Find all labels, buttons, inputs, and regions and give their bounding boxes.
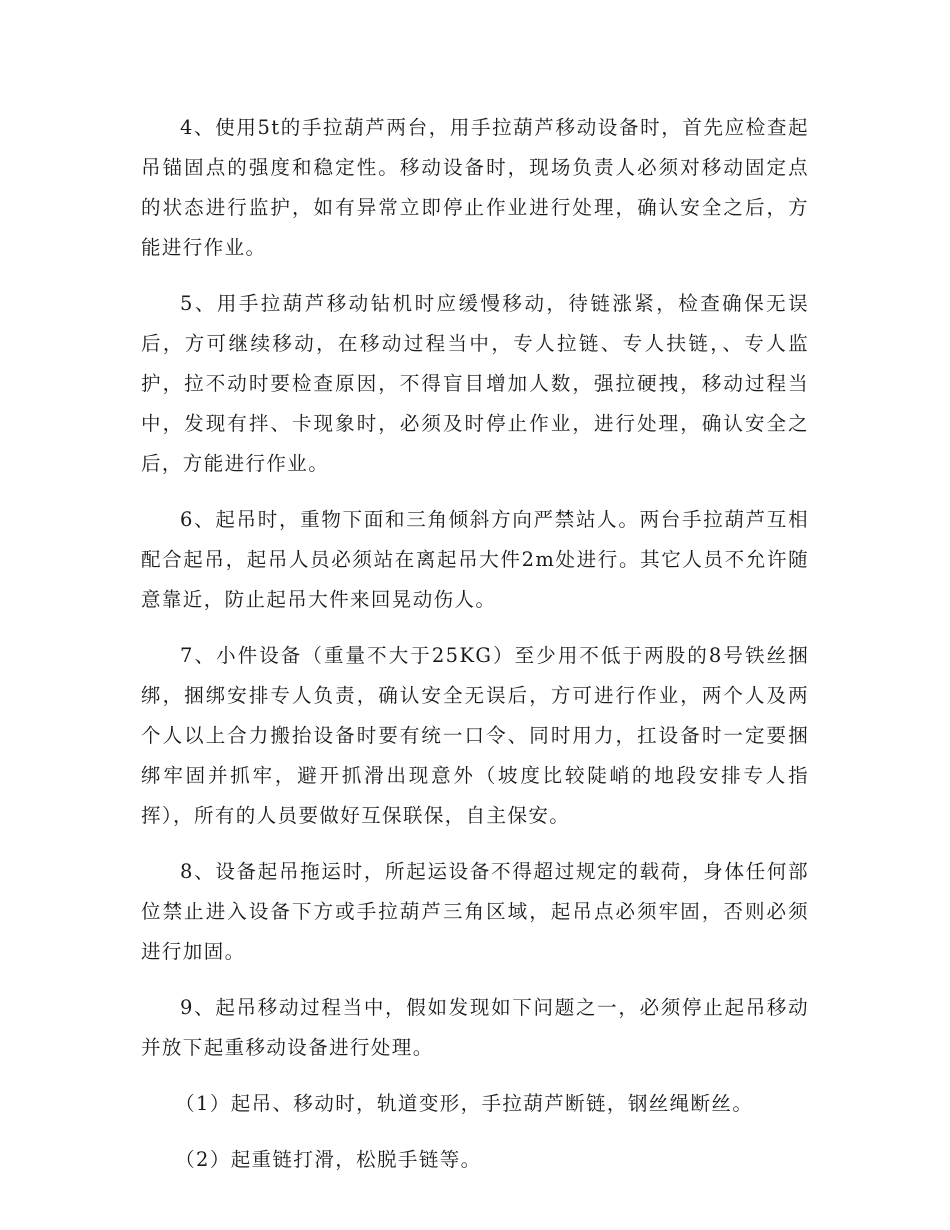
paragraph-item-7: 7、小件设备（重量不大于25KG）至少用不低于两股的8号铁丝捆绑，捆绑安排专人负责，确认安全无误后，方可进行作业，两个人及两个人以上合力搬抬设备时要有统一口令、同时用力，扛设备时一定要捆绑牢固并抓牢，避开抓滑出现意外（坡度比较陡峭的地段安排专人指挥），所有的人员要做好互保联保，自主保安。 bbox=[141, 644, 809, 827]
subitem-2: （2）起重链打滑，松脱手链等。 bbox=[175, 1148, 482, 1171]
paragraph-item-5: 5、用手拉葫芦移动钻机时应缓慢移动，待链涨紧，检查确保无误后，方可继续移动，在移动过程当中，专人拉链、专人扶链，、专人监护，拉不动时要检查原因，不得盲目增加人数，强拉硬拽，移动过程当中，发现有拌、卡现象时，必须及时停止作业，进行处理，确认安全之后，方能进行作业。 bbox=[141, 292, 809, 475]
document-body bbox=[141, 108, 809, 1196]
paragraph-item-6: 6、起吊时，重物下面和三角倾斜方向严禁站人。两台手拉葫芦互相配合起吊，起吊人员必须站在离起吊大件2m处进行。其它人员不允许随意靠近，防止起吊大件来回晃动伤人。 bbox=[141, 508, 809, 611]
subitem-1: （1）起吊、移动时，轨道变形，手拉葫芦断链，钢丝绳断丝。 bbox=[175, 1092, 754, 1115]
paragraph-item-8: 8、设备起吊拖运时，所起运设备不得超过规定的载荷，身体任何部位禁止进入设备下方或手拉葫芦三角区域，起吊点必须牢固，否则必须进行加固。 bbox=[141, 860, 809, 963]
paragraph-item-4: 4、使用5t的手拉葫芦两台，用手拉葫芦移动设备时，首先应检查起吊锚固点的强度和稳定性。移动设备时，现场负责人必须对移动固定点的状态进行监护，如有异常立即停止作业进行处理，确认安全之后，方能进行作业。 bbox=[141, 116, 809, 259]
paragraph-item-9: 9、起吊移动过程当中，假如发现如下问题之一，必须停止起吊移动并放下起重移动设备进行处理。 bbox=[141, 996, 809, 1059]
